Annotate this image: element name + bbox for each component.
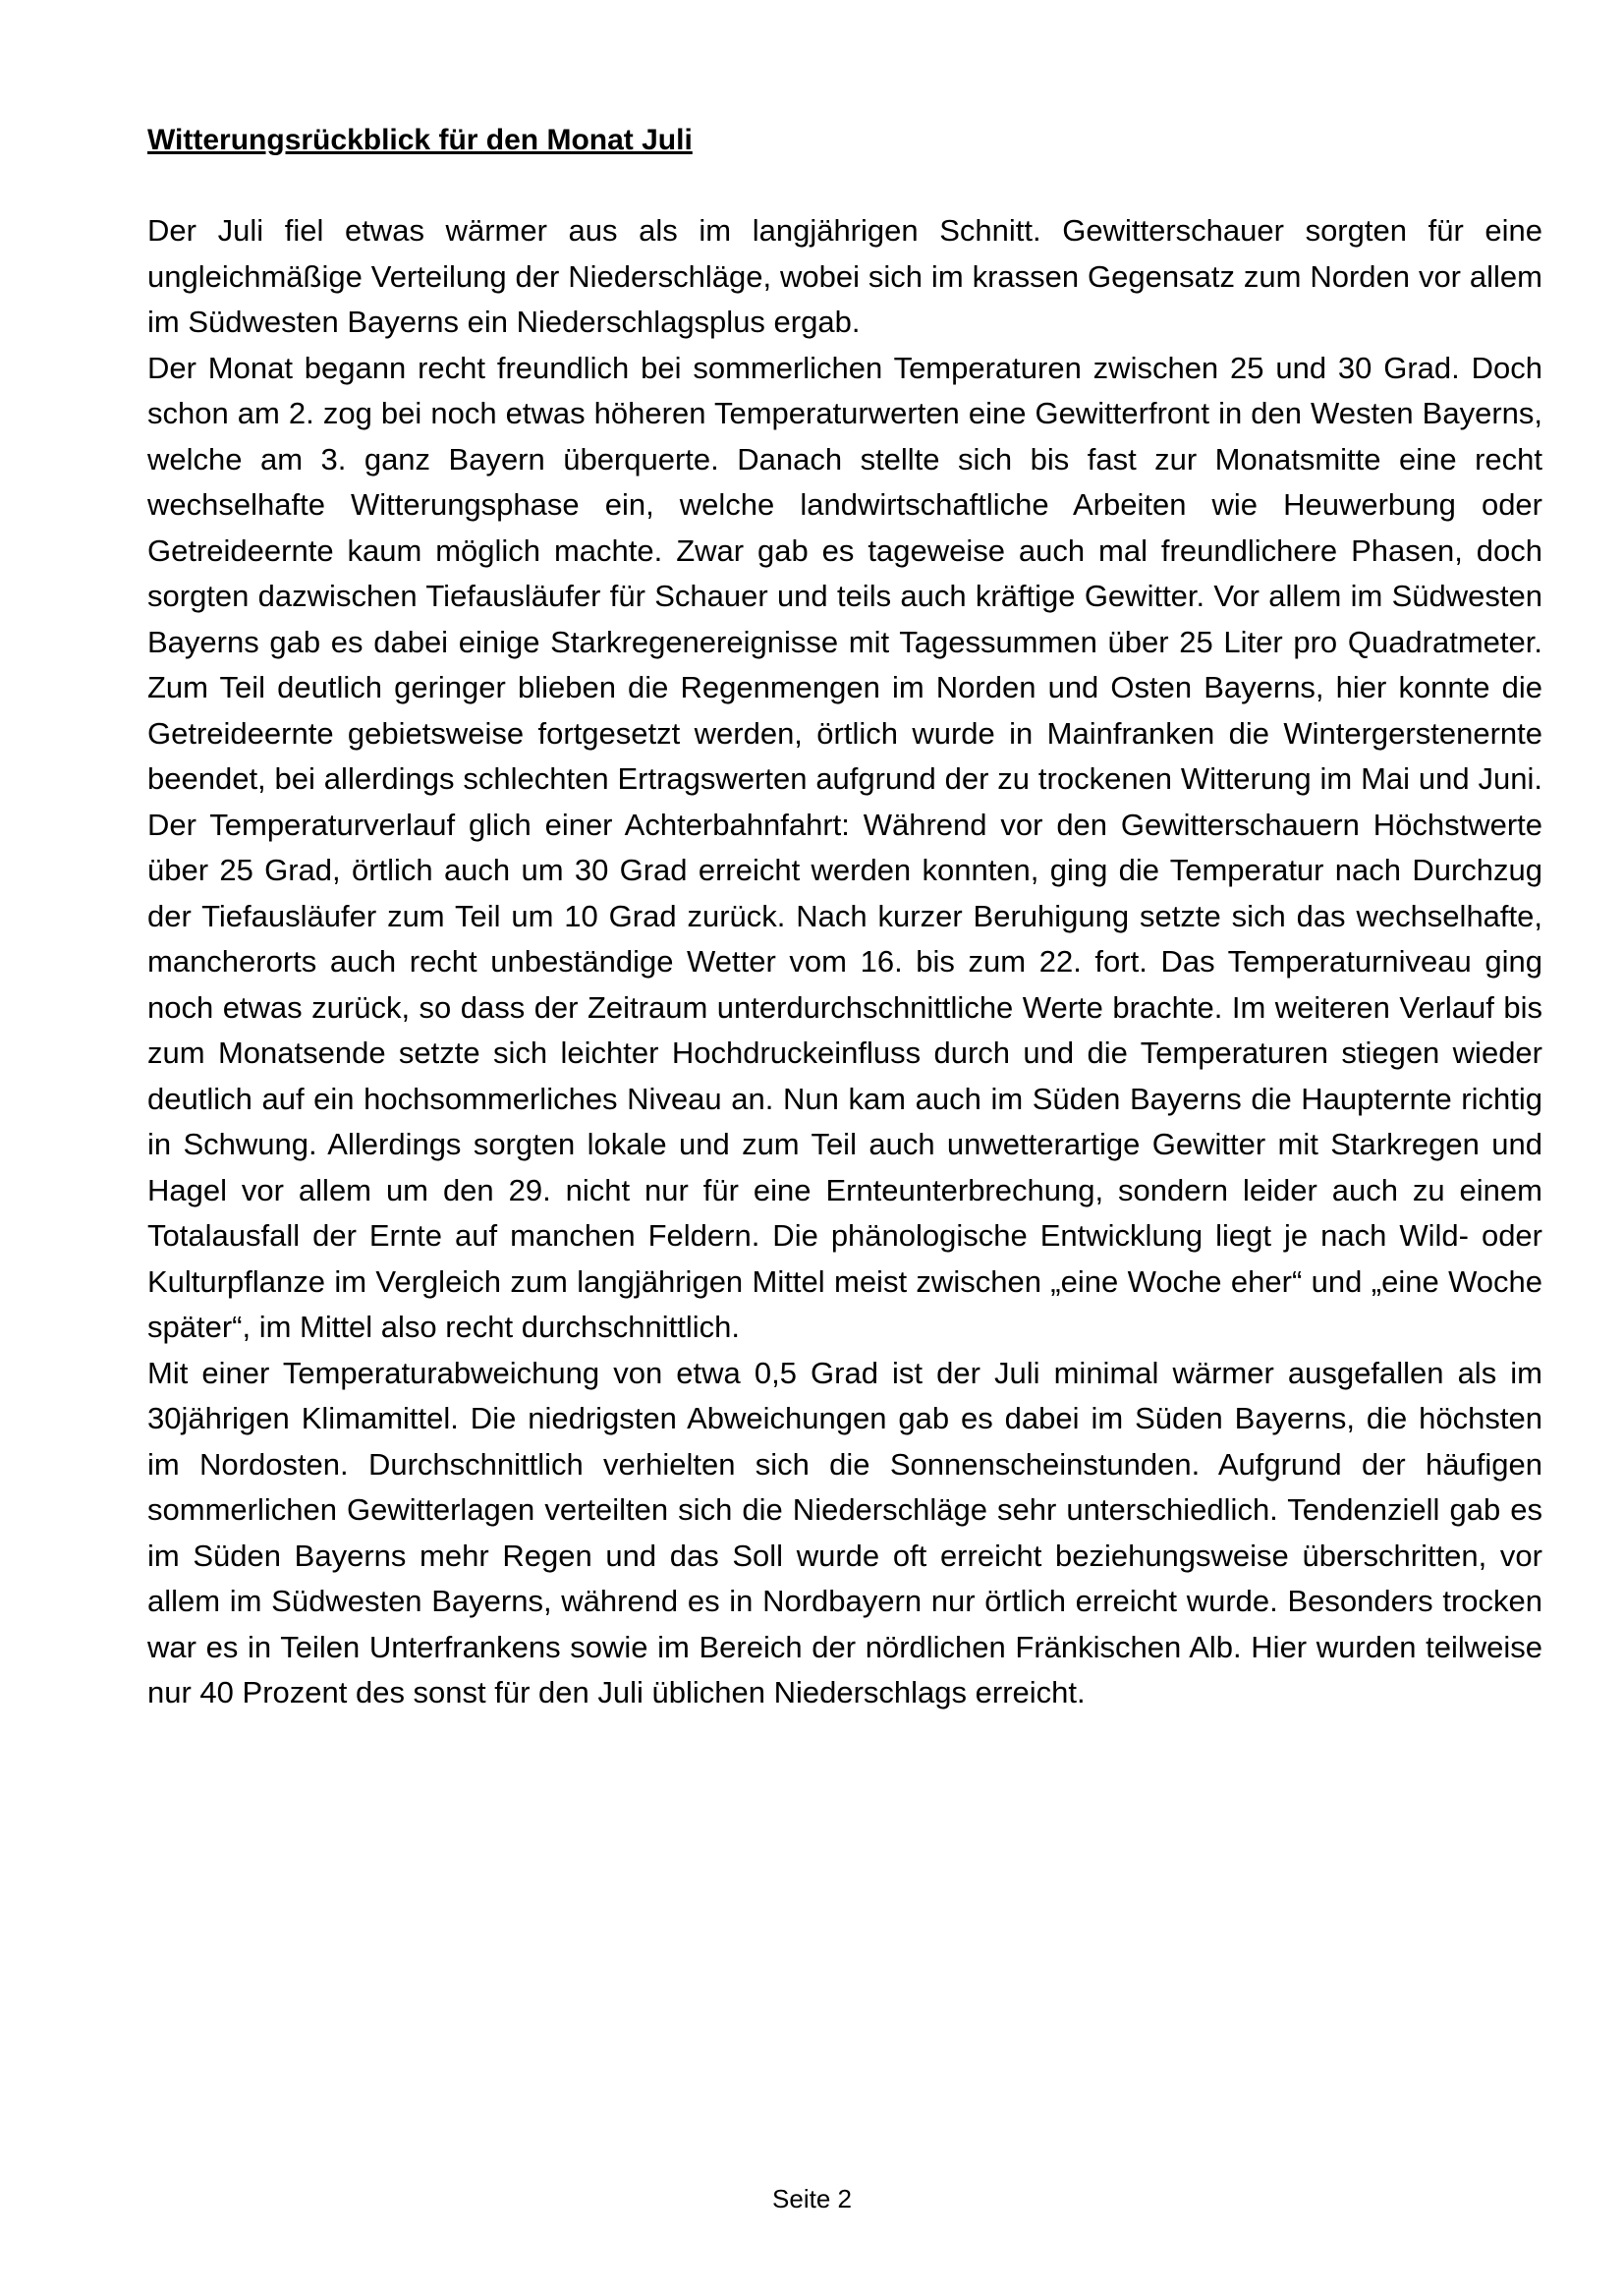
document-body bbox=[147, 118, 1542, 1716]
paragraph-summary: Der Juli fiel etwas wärmer aus als im langjährigen Schnitt. Gewitterschauer sorgten für eine ungleichmäßige Verteilung der Niederschläge, wobei sich im krassen Gegensatz zum Norden vor allem im Südwesten Bayerns ein Niederschlagsplus ergab. bbox=[147, 213, 1542, 339]
document-title: Witterungsrückblick für den Monat Juli bbox=[147, 124, 693, 156]
paragraph-weather-course: Der Monat begann recht freundlich bei sommerlichen Temperaturen zwischen 25 und 30 Grad. Doch schon am 2. zog bei noch etwas höheren Temperaturwerten eine Gewitterfront in den Westen Bayerns, welche am 3. ganz Bayern überquerte. Danach stellte sich bis fast zur Monatsmitte eine recht wechselhafte Witterungsphase ein, welche landwirtschaftliche Arbeiten wie Heuwerbung oder Getreideernte kaum möglich machte. Zwar gab es tageweise auch mal freundlichere Phasen, doch sorgten dazwischen Tiefausläufer für Schauer und teils auch kräftige Gewitter. Vor allem im Südwesten Bayerns gab es dabei einige Starkregenereignisse mit Tagessummen über 25 Liter pro Quadratmeter. Zum Teil deutlich geringer blieben die Regenmengen im Norden und Osten Bayerns, hier konnte die Getreideernte gebietsweise fortgesetzt werden, örtlich wurde in Mainfranken die Wintergerstenernte beendet, bei allerdings schlechten Ertragswerten aufgrund der zu trockenen Witterung im Mai und Juni. Der Temperaturverlauf glich einer Achterbahnfahrt: Während vor den Gewitterschauern Höchstwerte über 25 Grad, örtlich auch um 30 Grad erreicht werden konnten, ging die Temperatur nach Durchzug der Tiefausläufer zum Teil um 10 Grad zurück. Nach kurzer Beruhigung setzte sich das wechselhafte, mancherorts auch recht unbeständige Wetter vom 16. bis zum 22. fort. Das Temperaturniveau ging noch etwas zurück, so dass der Zeitraum unterdurchschnittliche Werte brachte. Im weiteren Verlauf bis zum Monatsende setzte sich leichter Hochdruckeinfluss durch und die Temperaturen stiegen wieder deutlich auf ein hochsommerliches Niveau an. Nun kam auch im Süden Bayerns die Haupternte richtig in Schwung. Allerdings sorgten lokale und zum Teil auch unwetterartige Gewitter mit Starkregen und Hagel vor allem um den 29. nicht nur für eine Ernteunterbrechung, sondern leider auch zu einem Totalausfall der Ernte auf manchen Feldern. Die phänologische Entwicklung liegt je nach Wild- oder Kulturpflanze im Vergleich zum langjährigen Mittel meist zwischen „eine Woche eher“ und „eine Woche später“, im Mittel also recht durchschnittlich. bbox=[147, 350, 1542, 1344]
page-number: Seite 2 bbox=[772, 2184, 852, 2213]
paragraph-climate-comparison: Mit einer Temperaturabweichung von etwa 0,5 Grad ist der Juli minimal wärmer ausgefallen als im 30jährigen Klimamittel. Die niedrigsten Abweichungen gab es dabei im Süden Bayerns, die höchsten im Nordosten. Durchschnittlich verhielten sich die Sonnenscheinstunden. Aufgrund der häufigen sommerlichen Gewitterlagen verteilten sich die Niederschläge sehr unterschiedlich. Tendenziell gab es im Süden Bayerns mehr Regen und das Soll wurde oft erreicht beziehungsweise überschritten, vor allem im Südwesten Bayerns, während es in Nordbayern nur örtlich erreicht wurde. Besonders trocken war es in Teilen Unterfrankens sowie im Bereich der nördlichen Fränkischen Alb. Hier wurden teilweise nur 40 Prozent des sonst für den Juli üblichen Niederschlags erreicht. bbox=[147, 1355, 1542, 1709]
